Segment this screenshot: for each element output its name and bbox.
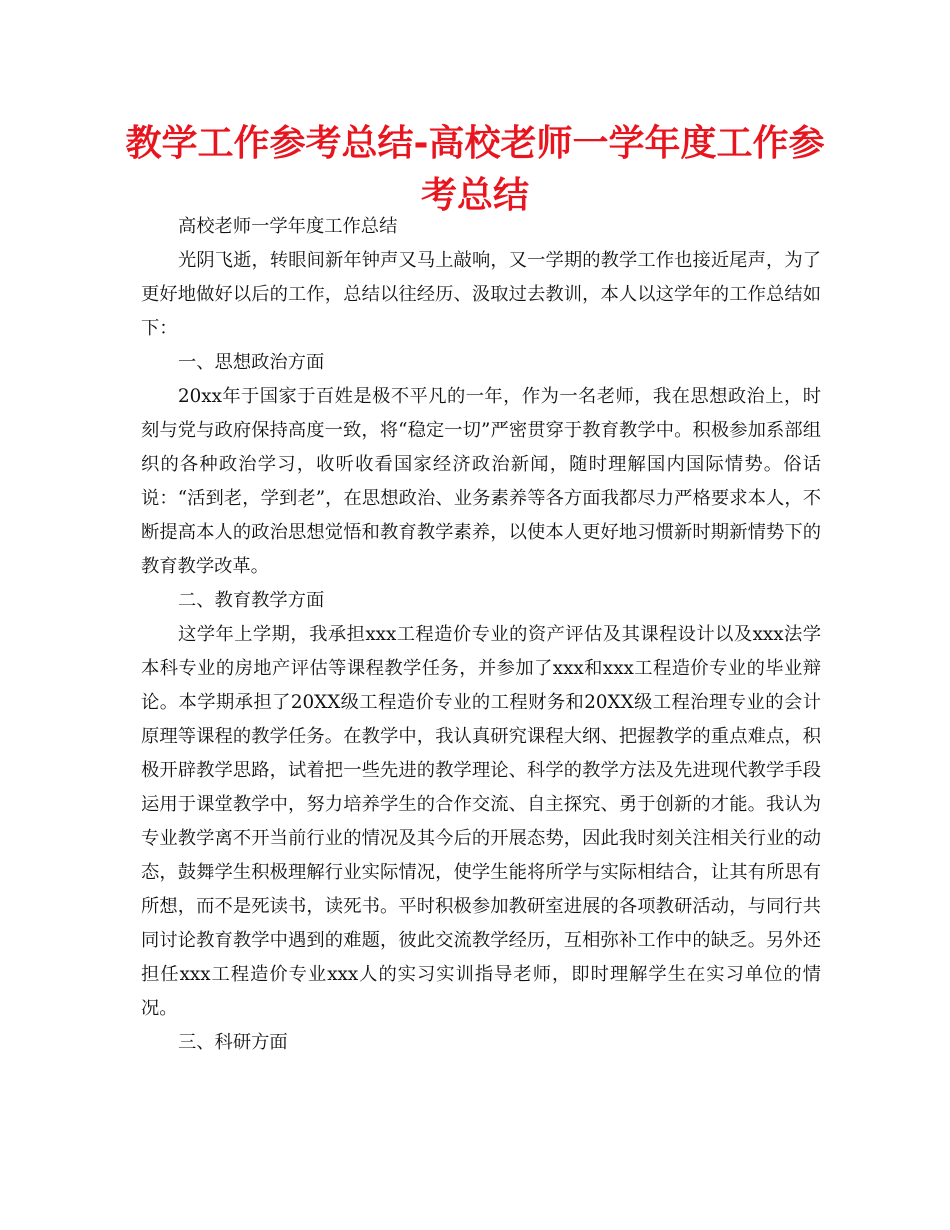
- intro-paragraph: 光阴飞逝，转眼间新年钟声又马上敲响，又一学期的教学工作也接近尾声，为了更好地做好以后的工作，总结以往经历、汲取过去教训，本人以这学年的工作总结如下：: [141, 250, 821, 339]
- document-body: [141, 210, 821, 1060]
- section-heading-research: 三、科研方面: [178, 1032, 288, 1053]
- section-heading-teaching: 二、教育教学方面: [178, 590, 325, 611]
- politics-paragraph: 20xx年于国家于百姓是极不平凡的一年，作为一名老师，我在思想政治上，时刻与党与政府保持高度一致，将“稳定一切”严密贯穿于教育教学中。积极参加系部组织的各种政治学习，收听收看国家经济政治新闻，随时理解国内国际情势。俗话说：“活到老，学到老”，在思想政治、业务素养等各方面我都尽力严格要求本人，不断提高本人的政治思想觉悟和教育教学素养，以使本人更好地习惯新时期新情势下的教育教学改革。: [141, 386, 821, 577]
- section-heading-politics: 一、思想政治方面: [178, 352, 325, 373]
- document-title: 教学工作参考总结-高校老师一学年度工作参考总结: [125, 123, 825, 216]
- teaching-paragraph: 这学年上学期，我承担xxx工程造价专业的资产评估及其课程设计以及xxx法学本科专业的房地产评估等课程教学任务，并参加了xxx和xxx工程造价专业的毕业辩论。本学期承担了20XX级工程造价专业的工程财务和20XX级工程治理专业的会计原理等课程的教学任务。在教学中，我认真研究课程大纲、把握教学的重点难点，积极开辟教学思路，试着把一些先进的教学理论、科学的教学方法及先进现代教学手段运用于课堂教学中，努力培养学生的合作交流、自主探究、勇于创新的才能。我认为专业教学离不开当前行业的情况及其今后的开展态势，因此我时刻关注相关行业的动态，鼓舞学生积极理解行业实际情况，使学生能将所学与实际相结合，让其有所思有所想，而不是死读书，读死书。平时积极参加教研室进展的各项教研活动，与同行共同讨论教育教学中遇到的难题，彼此交流教学经历，互相弥补工作中的缺乏。另外还担任xxx工程造价专业xxx人的实习实训指导老师，即时理解学生在实习单位的情况。: [141, 624, 821, 1019]
- subtitle-paragraph: 高校老师一学年度工作总结: [178, 216, 398, 237]
